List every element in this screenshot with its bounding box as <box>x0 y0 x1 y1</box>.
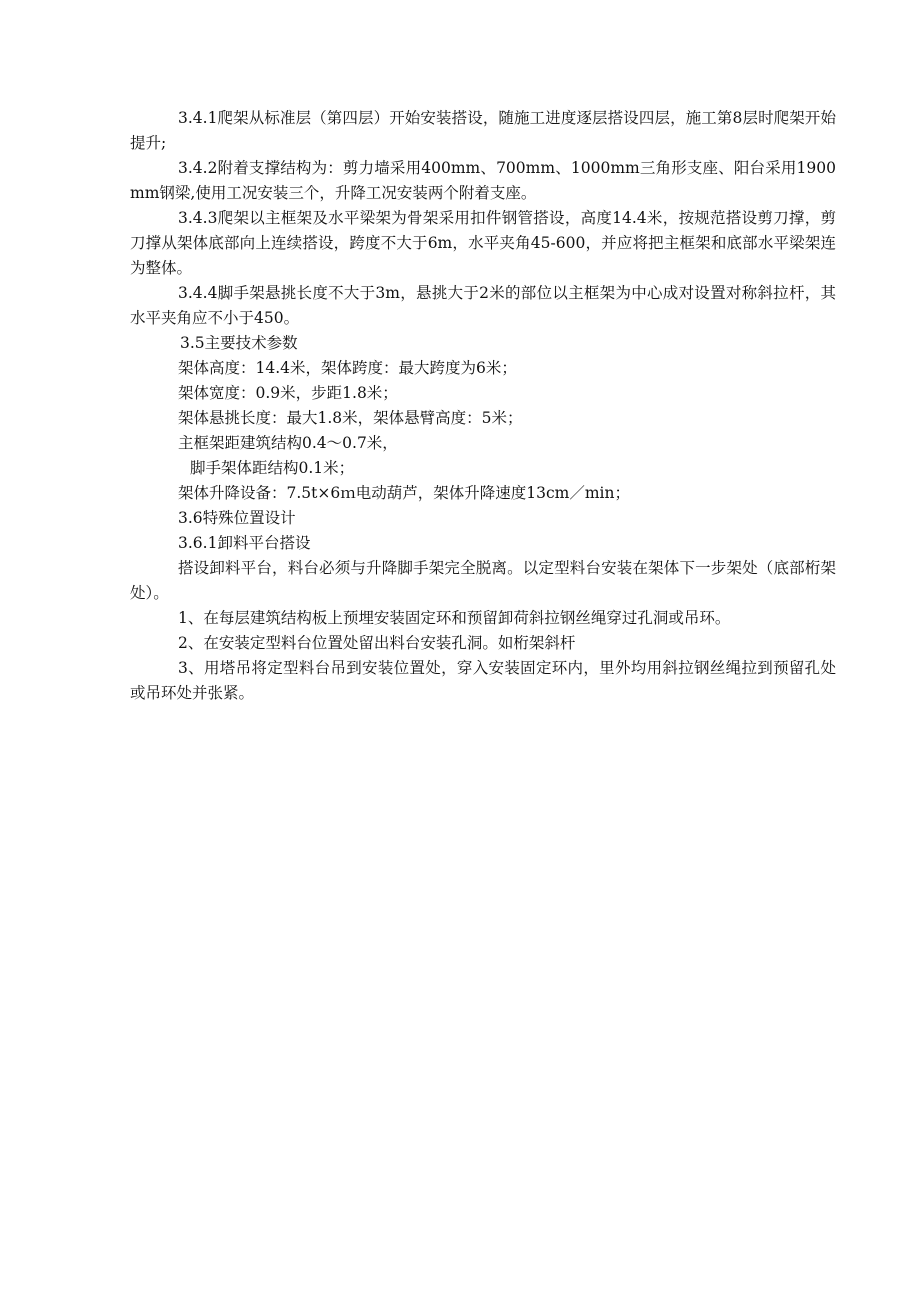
paragraph-step-1: 1、在每层建筑结构板上预埋安装固定环和预留卸荷斜拉钢丝绳穿过孔洞或吊环。 <box>178 609 731 627</box>
section-3-6-heading: 3.6特殊位置设计 <box>178 509 296 527</box>
paragraph-3-4-1: 3.4.1爬架从标准层（第四层）开始安装搭设，随施工进度逐层搭设四层，施工第8层时爬架开始提升; <box>130 109 836 152</box>
document-body <box>130 106 836 706</box>
param-scaffold-distance: 脚手架体距结构0.1米； <box>190 459 355 477</box>
paragraph-3-4-2: 3.4.2附着支撑结构为：剪力墙采用400mm、700mm、1000mm三角形支座、阳台采用1900 mm钢梁,使用工况安装三个，升降工况安装两个附着支座。 <box>130 159 836 202</box>
param-width-step: 架体宽度：0.9米，步距1.8米； <box>178 384 398 402</box>
param-cantilever: 架体悬挑长度：最大1.8米，架体悬臂高度：5米； <box>178 409 523 427</box>
section-3-5-heading: 3.5主要技术参数 <box>180 334 298 352</box>
paragraph-3-4-4: 3.4.4脚手架悬挑长度不大于3m，悬挑大于2米的部位以主框架为中心成对设置对称斜拉杆，其水平夹角应不小于450。 <box>130 284 836 327</box>
param-frame-distance: 主框架距建筑结构0.4～0.7米， <box>178 434 398 452</box>
paragraph-step-3: 3、用塔吊将定型料台吊到安装位置处，穿入安装固定环内，里外均用斜拉钢丝绳拉到预留孔处或吊环处并张紧。 <box>130 659 836 702</box>
param-height-span: 架体高度：14.4米，架体跨度：最大跨度为6米； <box>178 359 517 377</box>
paragraph-platform-setup: 搭设卸料平台，料台必须与升降脚手架完全脱离。以定型料台安装在架体下一步架处（底部桁架处）。 <box>130 559 836 602</box>
paragraph-3-4-3: 3.4.3爬架以主框架及水平梁架为骨架采用扣件钢管搭设，高度14.4米，按规范搭设剪刀撑，剪刀撑从架体底部向上连续搭设，跨度不大于6m，水平夹角45-600，并应将把主框架和底部水平梁架连为整体。 <box>130 209 836 277</box>
paragraph-step-2: 2、在安装定型料台位置处留出料台安装孔洞。如桁架斜杆 <box>178 634 576 652</box>
param-lifting-equipment: 架体升降设备：7.5t×6ｍ电动葫芦，架体升降速度13cm／min； <box>178 484 630 502</box>
section-3-6-1-heading: 3.6.1卸料平台搭设 <box>178 534 311 552</box>
